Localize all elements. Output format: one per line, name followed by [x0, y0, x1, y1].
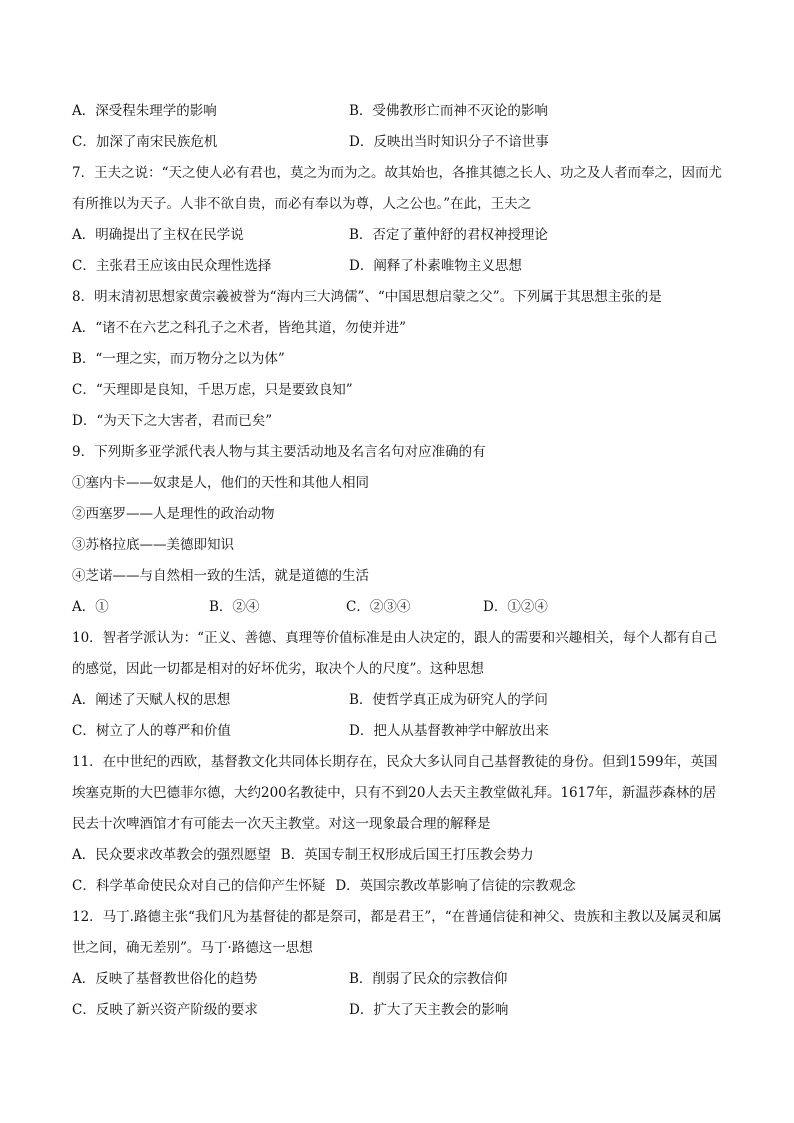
q11-option-c[interactable]: C．科学革命使民众对自己的信仰产生怀疑: [72, 878, 326, 894]
q9-item-4: ④芝诺——与自然相一致的生活，就是道德的生活: [72, 568, 369, 584]
q8-option-a[interactable]: A．“诸不在六艺之科孔子之术者，皆绝其道，勿使并进”: [72, 320, 407, 336]
q11-stem: 11．在中世纪的西欧，基督教文化共同体长期存在，民众大多认同自己基督教徒的身份。但到1599年，英国埃塞克斯的大巴德菲尔德，大约200名教徒中，只有不到20人去天主教堂做礼拜。1617年，新温莎森林的居民去十次啤酒馆才有可能去一次天主教堂。对这一现象最合理的解释是: [72, 754, 718, 832]
q10-options-row-1: [72, 685, 722, 716]
q8-option-b[interactable]: B．“一理之实，而万物分之以为体”: [72, 351, 285, 367]
q6-option-c[interactable]: C．加深了南宋民族危机: [72, 134, 218, 150]
q9-option-d[interactable]: D．①②④: [483, 599, 548, 615]
q9-stem: 9．下列斯多亚学派代表人物与其主要活动地及名言名句对应准确的有: [72, 444, 486, 460]
q9-option-a[interactable]: A．①: [72, 599, 109, 615]
q10-option-c[interactable]: C．树立了人的尊严和价值: [72, 723, 231, 739]
q7-option-d[interactable]: D．阐释了朴素唯物主义思想: [349, 258, 522, 274]
q7-stem: 7．王夫之说：“天之使人必有君也，莫之为而为之。故其始也，各推其德之长人、功之及人者而奉之，因而尤有所推以为天子。人非不欲自贵，而必有奉以为尊，人之公也。”在此，王夫之: [72, 165, 722, 212]
q12-option-a[interactable]: A．反映了基督教世俗化的趋势: [72, 971, 258, 987]
q12-options-row-2: [72, 995, 722, 1026]
q11-option-a[interactable]: A．民众要求改革教会的强烈愿望: [72, 847, 271, 863]
q6-option-d[interactable]: D．反映出当时知识分子不谙世事: [349, 134, 549, 150]
q11-option-d[interactable]: D．英国宗教改革影响了信徒的宗教观念: [335, 878, 576, 894]
q6-options-row-1: [72, 96, 722, 127]
q6-options-row-2: [72, 127, 722, 158]
q9-option-b[interactable]: B．②④: [209, 599, 260, 615]
q12-options-row-1: [72, 964, 722, 995]
q8-stem: 8．明末清初思想家黄宗羲被誉为“海内三大鸿儒”、“中国思想启蒙之父”。下列属于其思想主张的是: [72, 289, 662, 305]
q6-option-a[interactable]: A．深受程朱理学的影响: [72, 103, 217, 119]
q7-option-b[interactable]: B．否定了董仲舒的君权神授理论: [349, 227, 548, 243]
q9-options-row: [72, 592, 722, 623]
q12-option-b[interactable]: B．削弱了民众的宗教信仰: [349, 971, 508, 987]
q9-option-c[interactable]: C．②③④: [346, 599, 411, 615]
q9-item-1: ①塞内卡——奴隶是人，他们的天性和其他人相同: [72, 475, 369, 491]
q8-option-d[interactable]: D．“为天下之大害者，君而已矣”: [72, 413, 273, 429]
q11-options-row-1: [72, 840, 722, 871]
q12-option-c[interactable]: C．反映了新兴资产阶级的要求: [72, 1002, 258, 1018]
q11-options-row-2: [72, 871, 722, 902]
q10-option-b[interactable]: B．使哲学真正成为研究人的学问: [349, 692, 548, 708]
q7-option-c[interactable]: C．主张君王应该由民众理性选择: [72, 258, 272, 274]
q11-option-b[interactable]: B．英国专制王权形成后国王打压教会势力: [280, 847, 534, 863]
q10-option-d[interactable]: D．把人从基督教神学中解放出来: [349, 723, 549, 739]
q10-option-a[interactable]: A．阐述了天赋人权的思想: [72, 692, 231, 708]
q10-stem: 10．智者学派认为：“正义、善德、真理等价值标准是由人决定的，跟人的需要和兴趣相关，每个人都有自己的感觉，因此一切都是相对的好坏优劣，取决个人的尺度”。这种思想: [72, 630, 718, 677]
q9-item-2: ②西塞罗——人是理性的政治动物: [72, 506, 275, 522]
q10-options-row-2: [72, 716, 722, 747]
q7-option-a[interactable]: A．明确提出了主权在民学说: [72, 227, 244, 243]
q9-item-3: ③苏格拉底——美德即知识: [72, 537, 234, 553]
q6-option-b[interactable]: B．受佛教形亡而神不灭论的影响: [349, 103, 548, 119]
q8-option-c[interactable]: C．“天理即是良知，千思万虑，只是要致良知”: [72, 382, 353, 398]
q7-options-row-2: [72, 251, 722, 282]
q12-stem: 12．马丁.路德主张“我们凡为基督徒的都是祭司，都是君王”，“在普通信徒和神父、贵族和主教以及属灵和属世之间，确无差别”。马丁·路德这一思想: [72, 909, 722, 956]
q12-option-d[interactable]: D．扩大了天主教会的影响: [349, 1002, 509, 1018]
q7-options-row-1: [72, 220, 722, 251]
